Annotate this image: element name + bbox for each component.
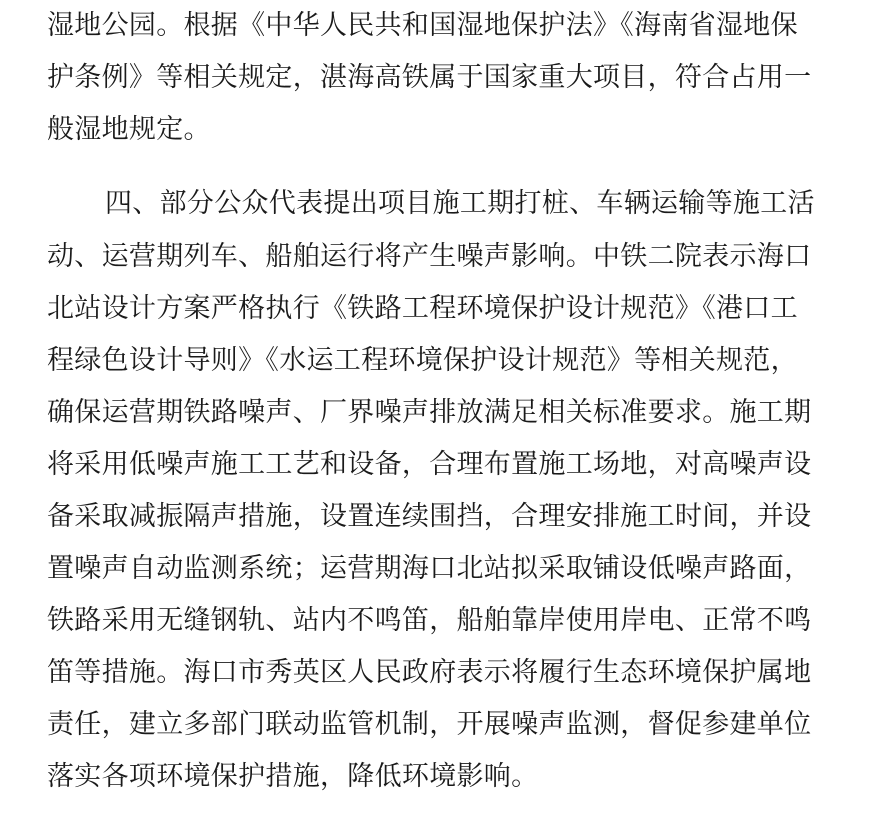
paragraph-first-line: 四、部分公众代表提出项目施工期打桩、车辆运输等施工活: [105, 188, 815, 219]
text-line: 确保运营期铁路噪声、厂界噪声排放满足相关标准要求。施工期: [47, 397, 812, 428]
text-line: 铁路采用无缝钢轨、站内不鸣笛，船舶靠岸使用岸电、正常不鸣: [47, 605, 812, 636]
text-line: 动、运营期列车、船舶运行将产生噪声影响。中铁二院表示海口: [47, 241, 812, 272]
text-line: 湿地公园。根据《中华人民共和国湿地保护法》《海南省湿地保: [47, 10, 798, 41]
text-line: 落实各项环境保护措施，降低环境影响。: [47, 761, 539, 792]
text-line: 备采取减振隔声措施，设置连续围挡，合理安排施工时间，并设: [47, 501, 812, 532]
text-line: 将采用低噪声施工工艺和设备，合理布置施工场地，对高噪声设: [47, 449, 812, 480]
text-line: 置噪声自动监测系统；运营期海口北站拟采取铺设低噪声路面，: [47, 553, 812, 584]
text-line: 般湿地规定。: [47, 114, 211, 145]
text-line: 责任，建立多部门联动监管机制，开展噪声监测，督促参建单位: [47, 709, 812, 740]
text-line: 程绿色设计导则》《水运工程环境保护设计规范》等相关规范，: [47, 345, 798, 376]
text-line: 护条例》等相关规定，湛海高铁属于国家重大项目，符合占用一: [47, 62, 812, 93]
text-line: 笛等措施。海口市秀英区人民政府表示将履行生态环境保护属地: [47, 657, 812, 688]
text-line: 北站设计方案严格执行《铁路工程环境保护设计规范》《港口工: [47, 293, 798, 324]
